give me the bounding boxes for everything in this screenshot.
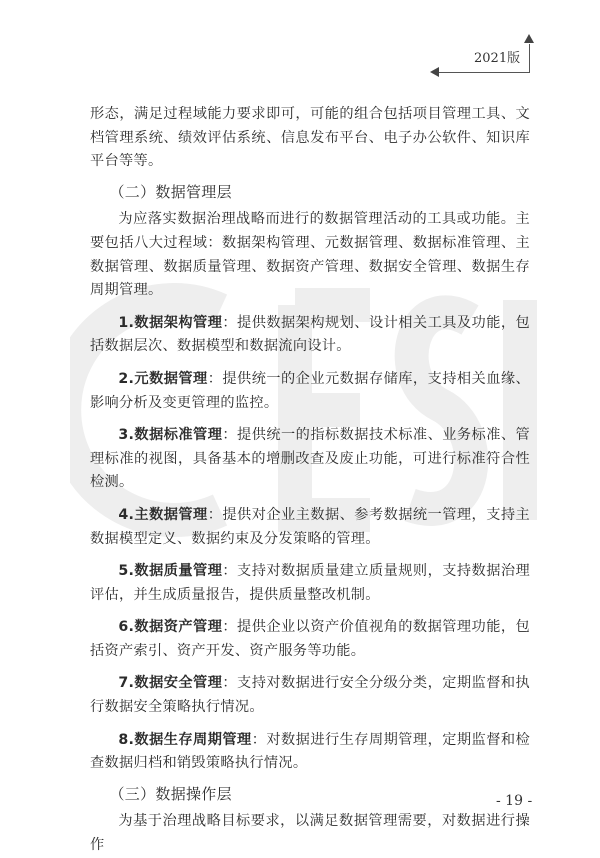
item-title: 3.数据标准管理 [118, 427, 223, 444]
arrow-up-icon [524, 34, 534, 43]
arrow-left-icon [430, 67, 439, 77]
edition-label: 2021版 [474, 51, 521, 66]
section-title-data-operation: （三）数据操作层 [109, 784, 232, 803]
item-title: 6.数据资产管理 [118, 619, 223, 636]
list-item [90, 672, 530, 719]
item-text: ：支持对数据进行安全分级分类，定期监督和执行数据安全策略执行情况。 [90, 675, 530, 716]
item-title: 1.数据架构管理 [118, 314, 223, 331]
list-item [90, 368, 530, 415]
page-body [90, 103, 533, 858]
list-item [90, 616, 530, 663]
list-item [90, 504, 530, 551]
page-number: - 19 - [496, 793, 533, 809]
item-title: 8.数据生存周期管理 [118, 731, 252, 748]
intro-paragraph: 形态，满足过程域能力要求即可，可能的组合包括项目管理工具、文档管理系统、绩效评估系统、信息发布平台、电子办公软件、知识库平台等等。 [90, 106, 530, 170]
item-text: ：提供对企业主数据、参考数据统一管理，支持主数据模型定义、数据约束及分发策略的管理。 [90, 506, 530, 547]
item-text: ：提供企业以资产价值视角的数据管理功能，包括资产索引、资产开发、资产服务等功能。 [90, 619, 530, 659]
list-item [90, 312, 530, 359]
list-item [90, 560, 530, 607]
section-intro-data-operation: 为基于治理战略目标要求，以满足数据管理需要，对数据进行操作 [90, 813, 530, 854]
item-title: 7.数据安全管理 [118, 675, 223, 692]
section-intro-data-management: 为应落实数据治理战略而进行的数据管理活动的工具或功能。主要包括八大过程域：数据架构管理、元数据管理、数据标准管理、主数据管理、数据质量管理、数据资产管理、数据安全管理、数据生存周期管理。 [90, 211, 530, 299]
section-title-data-management: （二）数据管理层 [109, 182, 232, 201]
item-text: ：对数据进行生存周期管理，定期监督和检查数据归档和销毁策略执行情况。 [90, 731, 531, 772]
item-text: ：提供数据架构规划、设计相关工具及功能，包括数据层次、数据模型和数据流向设计。 [90, 314, 530, 355]
item-text: ：提供统一的企业元数据存储库，支持相关血缘、影响分析及变更管理的监控。 [90, 370, 530, 411]
item-title: 2.元数据管理 [118, 370, 208, 387]
item-title: 4.主数据管理 [118, 506, 208, 523]
list-item [90, 729, 530, 776]
item-text: ：提供统一的指标数据技术标准、业务标准、管理标准的视图，具备基本的增删改查及废止功能，可进行标准符合性检测。 [90, 427, 530, 491]
list-item [90, 424, 530, 495]
item-text: ：支持对数据质量建立质量规则，支持数据治理评估，并生成质量报告，提供质量整改机制。 [90, 563, 530, 603]
item-title: 5.数据质量管理 [118, 563, 223, 580]
